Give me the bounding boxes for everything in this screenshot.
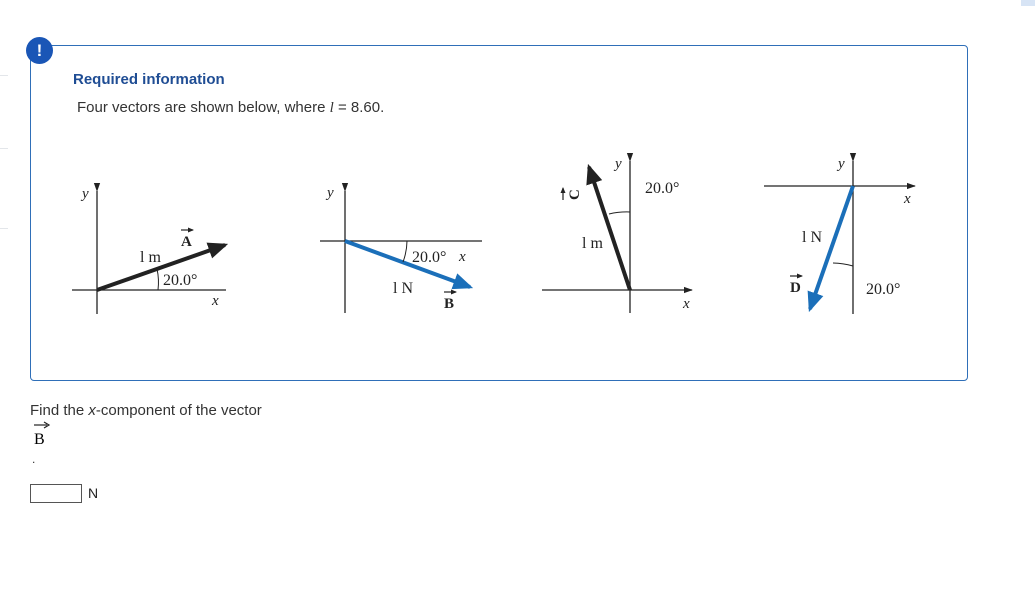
variable-l: l: [329, 100, 334, 116]
vector-a-label: A: [181, 234, 192, 250]
question-vector-symbol: [31, 420, 55, 448]
angle-label: 20.0°: [645, 180, 680, 197]
vector-a-magnitude: l m: [140, 249, 161, 266]
x-axis-label: x: [904, 191, 911, 207]
vector-d-magnitude: l N: [802, 229, 822, 246]
question-text: Find the x-component of the vector: [30, 402, 262, 419]
vector-d-label: D: [790, 280, 801, 296]
x-axis-label: x: [683, 296, 690, 312]
vector-a-arrow: [97, 245, 225, 290]
vector-c-arrow: [589, 167, 630, 290]
diagram-vector-c: [542, 156, 692, 313]
vector-d-arrow: [810, 186, 853, 309]
diagram-vector-b: [320, 185, 482, 313]
vector-b-magnitude: l N: [393, 280, 413, 297]
answer-input[interactable]: [30, 484, 82, 503]
y-axis-label: y: [327, 185, 334, 201]
x-axis-label: x: [212, 293, 219, 309]
svg-text:B: B: [34, 431, 45, 448]
x-axis-label: x: [459, 249, 466, 265]
question-dot: .: [32, 452, 36, 466]
diagram-vector-d: [764, 156, 915, 314]
vector-c-label: C: [567, 189, 583, 200]
angle-label: 20.0°: [163, 272, 198, 289]
y-axis-label: y: [82, 186, 89, 202]
y-axis-label: y: [615, 156, 622, 172]
alert-icon: !: [26, 37, 53, 64]
angle-label: 20.0°: [412, 249, 447, 266]
vector-c-magnitude: l m: [582, 235, 603, 252]
angle-label: 20.0°: [866, 281, 901, 298]
info-title: Required information: [73, 71, 225, 88]
info-text: Four vectors are shown below, where l = 8.60.: [77, 99, 385, 116]
vector-b-label: B: [444, 296, 455, 312]
diagram-vector-a: [72, 186, 226, 314]
y-axis-label: y: [838, 156, 845, 172]
unit-label: N: [88, 485, 99, 501]
